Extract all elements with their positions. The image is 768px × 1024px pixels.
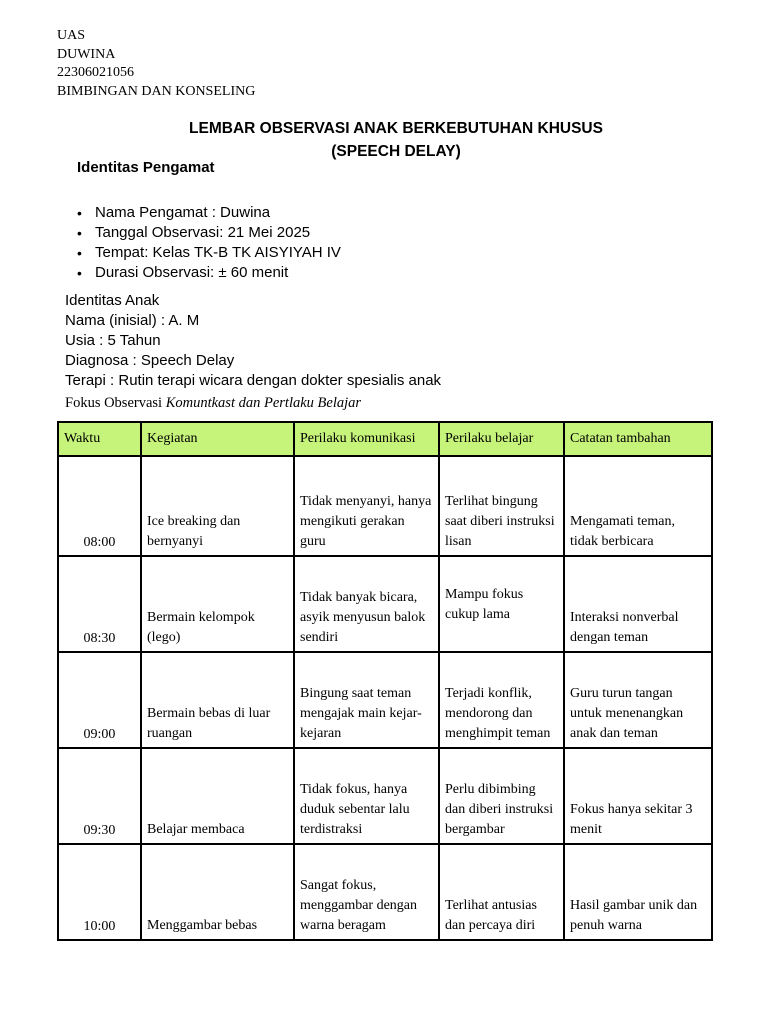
student-id: 22306021056 (57, 65, 134, 80)
focus-topic: Komuntkast dan Pertlaku Belajar (165, 395, 362, 411)
learning-text: Perlu dibimbing dan diberi instruksi bergambar (445, 782, 554, 837)
document-title: LEMBAR OBSERVASI ANAK BERKEBUTUHAN KHUSUS (189, 120, 603, 137)
learning-cell (439, 844, 564, 940)
activity-text: Menggambar bebas (147, 918, 258, 933)
child-identity (65, 291, 441, 391)
activity-text: Ice breaking dan bernyanyi (147, 514, 241, 549)
communication-text: Tidak banyak bicara, asyik menyusun balok sendiri (300, 590, 426, 645)
observer-list (77, 203, 341, 283)
learning-text: Terjadi konflik, mendorong dan menghimpit teman (445, 686, 551, 741)
communication-text: Sangat fokus, menggambar dengan warna beragam (300, 878, 418, 933)
observation-date: • Tanggal Observasi: 21 Mei 2025 (77, 223, 341, 243)
table-header-row (58, 422, 712, 456)
time-cell: 09:30 (58, 748, 141, 844)
activity-cell (141, 456, 294, 556)
column-header-notes: Catatan tambahan (564, 422, 712, 456)
learning-cell (439, 748, 564, 844)
activity-cell (141, 556, 294, 652)
observation-duration: • Durasi Observasi: ± 60 menit (77, 263, 341, 283)
observer-name: • Nama Pengamat : Duwina (77, 203, 341, 223)
notes-text: Fokus hanya sekitar 3 menit (570, 802, 693, 837)
observation-table (57, 421, 713, 941)
activity-text: Belajar membaca (147, 822, 245, 837)
learning-cell (439, 456, 564, 556)
table-row (58, 456, 712, 556)
notes-cell (564, 844, 712, 940)
activity-text: Bermain kelompok (lego) (147, 610, 255, 645)
notes-cell (564, 456, 712, 556)
column-header-learning: Perilaku belajar (439, 422, 564, 456)
column-header-communication: Perilaku komunikasi (294, 422, 439, 456)
communication-cell (294, 652, 439, 748)
notes-cell (564, 748, 712, 844)
observation-place: • Tempat: Kelas TK-B TK AISYIYAH IV (77, 243, 341, 263)
time-cell: 08:00 (58, 456, 141, 556)
time-cell: 10:00 (58, 844, 141, 940)
communication-text: Tidak menyanyi, hanya mengikuti gerakan guru (300, 494, 432, 549)
activity-cell (141, 652, 294, 748)
child-heading: Identitas Anak (65, 292, 160, 309)
communication-text: Tidak fokus, hanya duduk sebentar lalu terdistraksi (300, 782, 410, 837)
activity-cell (141, 748, 294, 844)
learning-cell (439, 556, 564, 652)
student-header (57, 27, 255, 101)
learning-text: Terlihat bingung saat diberi instruksi lisan (445, 494, 555, 549)
notes-text: Interaksi nonverbal dengan teman (570, 610, 679, 645)
notes-text: Hasil gambar unik dan penuh warna (570, 898, 698, 933)
student-name: DUWINA (57, 46, 116, 62)
notes-text: Guru turun tangan untuk menenangkan anak dan teman (570, 686, 684, 741)
learning-text: Mampu fokus cukup lama (445, 587, 524, 622)
table-row (58, 748, 712, 844)
child-diagnosis: Diagnosa : Speech Delay (65, 352, 235, 369)
child-age: Usia : 5 Tahun (65, 332, 161, 349)
communication-cell (294, 844, 439, 940)
activity-cell (141, 844, 294, 940)
table-row (58, 556, 712, 652)
time-cell: 08:30 (58, 556, 141, 652)
column-header-activity: Kegiatan (141, 422, 294, 456)
child-name: Nama (inisial) : A. M (65, 312, 200, 329)
notes-cell (564, 556, 712, 652)
study-program: BIMBINGAN DAN KONSELING (57, 83, 256, 99)
exam-label: UAS (57, 28, 86, 43)
observer-heading: Identitas Pengamat (77, 159, 215, 176)
table-row (58, 652, 712, 748)
notes-text: Mengamati teman, tidak berbicara (570, 514, 675, 549)
communication-text: Bingung saat teman mengajak main kejar-kejaran (300, 686, 422, 741)
communication-cell (294, 748, 439, 844)
table-row (58, 844, 712, 940)
time-cell: 09:00 (58, 652, 141, 748)
focus-prefix: Fokus Observasi (65, 395, 166, 411)
observation-focus (65, 395, 361, 412)
communication-cell (294, 556, 439, 652)
communication-cell (294, 456, 439, 556)
learning-text: Terlihat antusias dan percaya diri (445, 898, 537, 933)
activity-text: Bermain bebas di luar ruangan (147, 706, 271, 741)
child-therapy: Terapi : Rutin terapi wicara dengan dokter spesialis anak (65, 372, 442, 389)
document-subtitle: (SPEECH DELAY) (331, 143, 461, 160)
learning-cell (439, 652, 564, 748)
notes-cell (564, 652, 712, 748)
column-header-time: Waktu (58, 422, 141, 456)
